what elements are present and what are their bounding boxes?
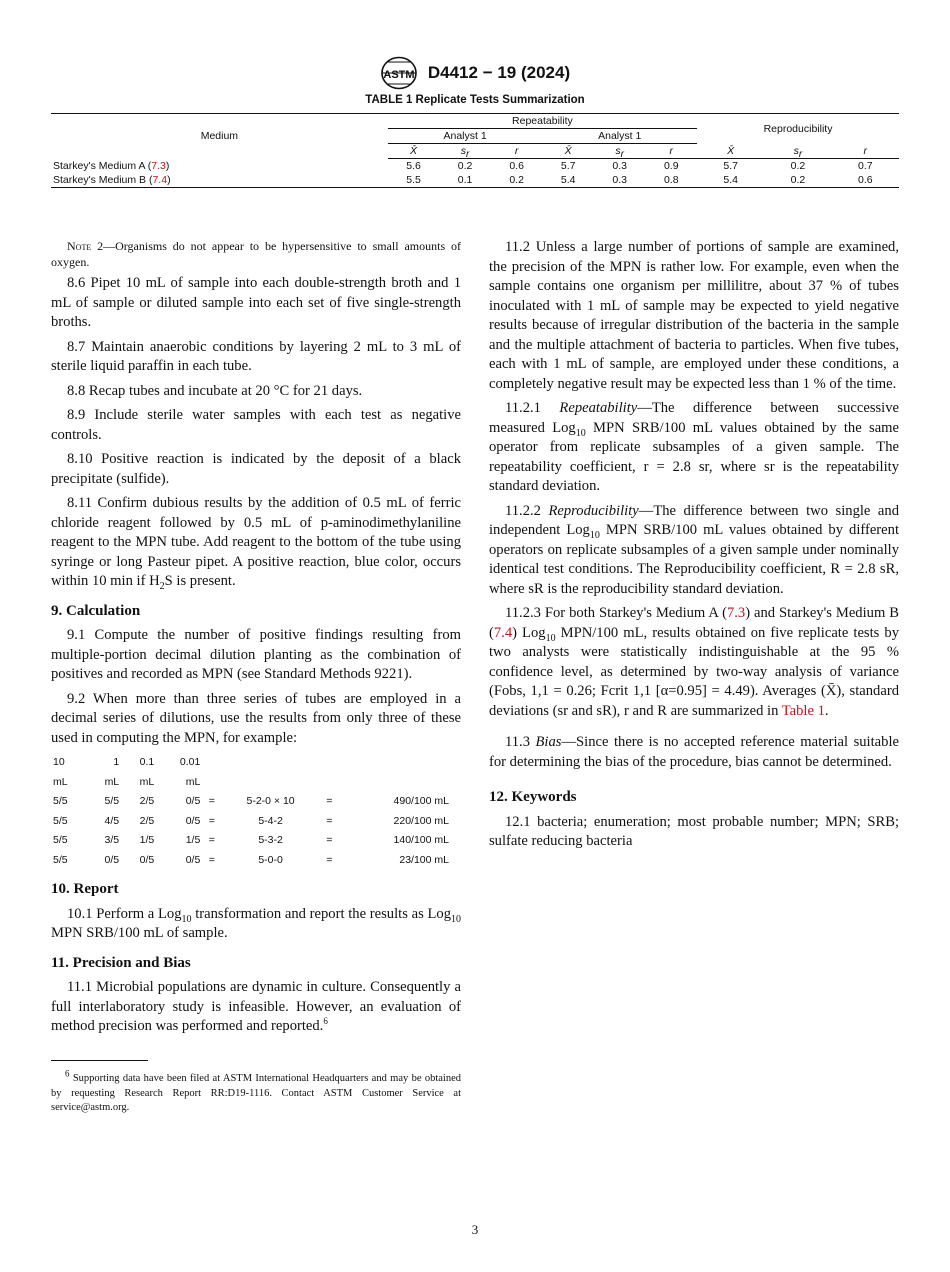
dilution-unit: mL bbox=[139, 775, 155, 788]
column-header: $s_r$ bbox=[594, 144, 646, 159]
replicate-tests-table bbox=[51, 113, 899, 188]
table-row bbox=[51, 173, 899, 188]
right-column bbox=[489, 238, 899, 857]
dilution-row: 5/5 0/5 0/5 0/5 = 5-0-0 = 23/100 mL bbox=[53, 853, 449, 866]
paragraph-11-3: 11.3 Bias—Since there is no accepted reference material suitable for determining the bias of the procedure, bias cannot be determined. bbox=[489, 734, 899, 770]
column-header: r bbox=[491, 144, 543, 159]
column-header: X̄ bbox=[388, 144, 440, 159]
dilution-unit: mL bbox=[104, 775, 120, 788]
table-caption: TABLE 1 Replicate Tests Summarization bbox=[365, 94, 585, 106]
paragraph-8-9: 8.9 Include sterile water samples with each test as negative controls. bbox=[51, 407, 461, 443]
dilution-row: 5/5 4/5 2/5 0/5 = 5-4-2 = 220/100 mL bbox=[53, 814, 449, 827]
paragraph-11-2-3: 11.2.3 For both Starkey's Medium A (7.3) and Starkey's Medium B (7.4) Log$_{10}$ MPN/100 mL, results obtained on five replicate tests by two analysts were statistically indistinguishable at the 95 % confidence level, as determined by two-way analysis of variance (Fobs, 1,1 = 0.26; Fcrit 1,1 [α=0.95] = 4.49). Averages (X̄), standard deviations (sr and sR), r and R are summarized in Table 1. bbox=[489, 605, 899, 719]
paragraph-11-2: 11.2 Unless a large number of portions of sample are examined, the precision of the MPN is rather low. For example, even when the sample contains one organism per millilitre, about 37 % of tubes inoculated with 1 mL of sample may be expected to yield negative results because of irregular distribution of the bacteria in the sample and the multiple attachment of bacteria to particles. When five tubes, each with 1 mL of sample, are employed under these conditions, a completely negative result may be expected less than 1 % of the time. bbox=[489, 239, 899, 392]
paragraph-9-1: 9.1 Compute the number of positive findings resulting from multiple-portion decimal dilution planting as the combination of positives and recorded as MPN (see Standard Methods 9221). bbox=[51, 627, 461, 682]
analyst-header: Analyst 1 bbox=[388, 129, 543, 144]
column-header: r bbox=[832, 144, 899, 159]
column-header: X̄ bbox=[697, 144, 764, 159]
table-cell: 0.3 bbox=[594, 173, 646, 188]
footnote: $^6$ Supporting data have been filed at ASTM International Headquarters and may be obtained by requesting Research Report RR:D19-1116. Contact ASTM Customer Service at service@astm.org. bbox=[51, 1068, 461, 1113]
paragraph-11-2-2: 11.2.2 Reproducibility—The difference between two single and independent Log$_{10}$ MPN SRB/100 mL values obtained by different operators on replicate subsamples of a given sample under nominally identical test conditions. The Reproducibility coefficient, R = 2.8 sR, where sR is the reproducibility standard deviation. bbox=[489, 502, 900, 597]
paragraph-8-6: 8.6 Pipet 10 mL of sample into each double-strength broth and 1 mL of sample or diluted sample into each set of five single-strength broths. bbox=[51, 275, 461, 330]
table-cell: 0.2 bbox=[491, 173, 543, 188]
repeatability-header: Repeatability bbox=[388, 114, 697, 129]
table-cell: 5.7 bbox=[723, 160, 738, 172]
table-row bbox=[51, 159, 899, 174]
dilution-unit: mL bbox=[53, 775, 68, 788]
table-cell: 0.6 bbox=[509, 160, 524, 172]
svg-text:ASTM: ASTM bbox=[383, 69, 415, 81]
section-heading-11: 11. Precision and Bias bbox=[51, 954, 191, 971]
footnote-divider bbox=[51, 1060, 148, 1061]
medium-header: Medium bbox=[51, 114, 388, 159]
dilution-unit: mL bbox=[185, 775, 201, 788]
dilution-header: 0.1 bbox=[139, 756, 155, 768]
table-cell: 0.2 bbox=[764, 173, 831, 188]
dilution-row: 5/5 3/5 1/5 1/5 = 5-3-2 = 140/100 mL bbox=[53, 834, 449, 846]
analyst-header: Analyst 1 bbox=[542, 129, 697, 144]
document-id: D4412 − 19 (2024) bbox=[427, 63, 571, 82]
paragraph-8-7: 8.7 Maintain anaerobic conditions by layering 2 mL to 3 mL of sterile liquid paraffin in each tube. bbox=[51, 338, 461, 374]
section-link[interactable]: 7.4 bbox=[493, 624, 513, 641]
paragraph-8-10: 8.10 Positive reaction is indicated by the deposit of a black precipitate (sulfide). bbox=[51, 451, 461, 487]
section-heading-9: 9. Calculation bbox=[51, 602, 141, 619]
table-cell: 5.4 bbox=[697, 173, 764, 188]
table-cell: 0.8 bbox=[646, 173, 698, 188]
section-link[interactable]: 7.4 bbox=[152, 174, 168, 186]
dilution-example-table bbox=[51, 753, 451, 870]
dilution-header: 10 bbox=[53, 756, 65, 768]
table-cell: 0.7 bbox=[857, 160, 873, 172]
section-heading-10: 10. Report bbox=[51, 881, 119, 897]
reproducibility-header: Reproducibility bbox=[697, 114, 899, 144]
table-cell: 0.6 bbox=[832, 173, 899, 188]
paragraph-12-1: 12.1 bacteria; enumeration; most probable number; MPN; SRB; sulfate reducing bacteria bbox=[489, 813, 899, 849]
column-header: $s_r$ bbox=[439, 144, 491, 159]
table-cell: 5.6 bbox=[406, 160, 421, 172]
column-header: r bbox=[646, 144, 698, 159]
column-header: X̄ bbox=[542, 144, 594, 159]
column-header: $s_r$ bbox=[764, 144, 831, 159]
table-cell: 0.2 bbox=[457, 160, 473, 172]
table-cell: 5.5 bbox=[388, 173, 440, 188]
table-cell: 0.3 bbox=[612, 160, 628, 172]
section-link[interactable]: 7.3 bbox=[151, 159, 166, 172]
section-heading-12: 12. Keywords bbox=[489, 789, 577, 805]
medium-cell: Starkey's Medium A (7.3) bbox=[53, 159, 170, 172]
dilution-header: 0.01 bbox=[179, 756, 201, 768]
table-cell: 0.1 bbox=[439, 173, 491, 188]
dilution-row: 5/5 5/5 2/5 0/5 = 5-2-0 × 10 = 490/100 mL bbox=[53, 795, 449, 807]
paragraph-11-1: 11.1 Microbial populations are dynamic in culture. Consequently a full interlaboratory study is infeasible. However, an evaluation of method precision was performed and reported.$^6$ bbox=[51, 979, 461, 1034]
paragraph-9-2: 9.2 When more than three series of tubes are employed in a decimal series of dilutions, use the results from only three of these used in computing the MPN, for example: bbox=[51, 690, 461, 746]
paragraph-10-1: 10.1 Perform a Log$_{10}$ transformation and report the results as Log$_{10}$ MPN SRB/100 mL of sample. bbox=[51, 905, 461, 941]
paragraph-11-2-1: 11.2.1 Repeatability—The difference between successive measured Log$_{10}$ MPN SRB/100 mL values obtained by the same operator from replicate subsamples of a given sample. The repeatability coefficient, r = 2.8 sr, where sr is the repeatability standard deviation. bbox=[489, 400, 900, 494]
paragraph-8-11: 8.11 Confirm dubious results by the addition of 0.5 mL of ferric chloride reagent followed by 0.5 mL of p-aminodimethylaniline reagent to the MPN tube. Add reagent to the bottom of the tube using syringe or long Pasteur pipet. A positive reaction, blue color, occurs within 10 min if $H_2S$ is present. bbox=[51, 495, 461, 592]
paragraph-8-8: 8.8 Recap tubes and incubate at 20 °C for 21 days. bbox=[67, 382, 363, 399]
page-header bbox=[0, 56, 950, 90]
table-cell: 0.9 bbox=[663, 160, 679, 172]
section-link[interactable]: 7.3 bbox=[726, 605, 746, 621]
astm-logo-icon bbox=[380, 56, 418, 90]
table-link[interactable]: Table 1 bbox=[781, 702, 825, 719]
table-cell: 0.2 bbox=[790, 160, 806, 172]
note-2: Note 2—Organisms do not appear to be hypersensitive to small amounts of oxygen. bbox=[51, 239, 461, 269]
footnote-marker[interactable]: 6 bbox=[323, 1016, 328, 1027]
medium-cell: Starkey's Medium B (7.4) bbox=[51, 173, 388, 188]
table-cell: 5.4 bbox=[542, 173, 594, 188]
table-cell: 5.7 bbox=[560, 160, 576, 172]
page-number: 3 bbox=[471, 1222, 479, 1237]
dilution-header: 1 bbox=[113, 756, 120, 768]
left-column bbox=[51, 238, 461, 1042]
